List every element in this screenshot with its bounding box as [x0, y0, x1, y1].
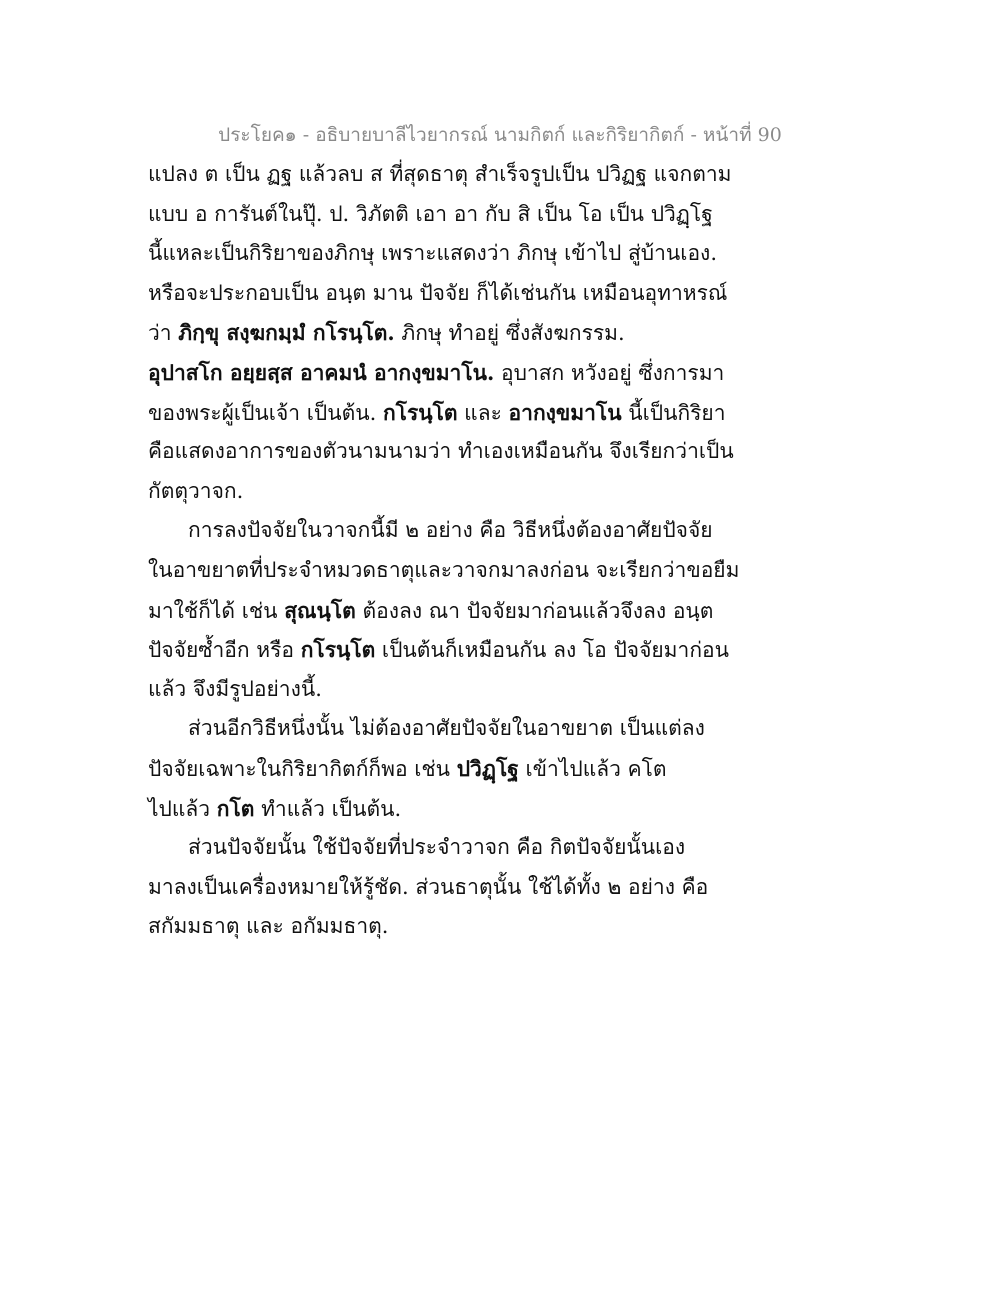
text-segment: ทำแล้ว เป็นต้น.	[254, 796, 402, 821]
text-segment: เข้าไปแล้ว คโต	[518, 756, 667, 781]
running-header-text: ประโยค๑ - อธิบายบาลีไวยากรณ์ นามกิตก์ และกิริยากิตก์ - หน้าที่ 90	[218, 124, 782, 146]
text-line	[148, 551, 868, 591]
text-line	[148, 472, 868, 512]
text-line	[148, 353, 868, 393]
text-segment: การลงปัจจัยในวาจกนี้มี ๒ อย่าง คือ วิธีหนึ่งต้องอาศัยปัจจัย	[188, 518, 713, 543]
pali-term: อากงฺขมาโน	[508, 399, 622, 425]
text-segment: ต้องลง ณา ปัจจัยมาก่อนแล้วจึงลง อนฺต	[355, 598, 714, 623]
body-text	[148, 155, 868, 947]
text-line	[148, 274, 868, 314]
text-segment: สกัมมธาตุ และ อกัมมธาตุ.	[148, 914, 389, 939]
text-segment: ปัจจัยซ้ำอีก หรือ	[148, 638, 301, 663]
pali-term: กโต	[216, 795, 255, 821]
text-segment: ปัจจัยเฉพาะในกิริยากิตก์ก็พอ เช่น	[148, 756, 457, 781]
text-line	[148, 195, 868, 235]
pali-term: กโรนฺโต	[300, 637, 376, 663]
text-line	[148, 709, 868, 749]
text-segment: เป็นต้นก็เหมือนกัน ลง โอ ปัจจัยมาก่อน	[375, 638, 729, 663]
text-segment: ในอาขยาตที่ประจำหมวดธาตุและวาจกมาลงก่อน จะเรียกว่าขอยืม	[148, 557, 740, 582]
text-line	[148, 630, 868, 670]
text-segment: แล้ว จึงมีรูปอย่างนี้.	[148, 676, 322, 701]
text-line	[148, 907, 868, 947]
pali-term: อุปาสโก อยฺยสฺส อาคมนํ อากงฺขมาโน.	[148, 359, 495, 385]
text-line	[148, 789, 868, 829]
pali-term: กโรนฺโต	[382, 399, 458, 425]
text-line	[148, 591, 868, 631]
text-line	[148, 234, 868, 274]
text-segment: มาลงเป็นเครื่องหมายให้รู้ชัด. ส่วนธาตุนั้น ใช้ได้ทั้ง ๒ อย่าง คือ	[148, 874, 709, 899]
text-segment: ส่วนปัจจัยนั้น ใช้ปัจจัยที่ประจำวาจก คือ กิตปัจจัยนั้นเอง	[188, 835, 686, 860]
text-line	[148, 868, 868, 908]
pali-term: สุณนฺโต	[284, 597, 356, 623]
text-line	[148, 511, 868, 551]
text-segment: กัตตุวาจก.	[148, 478, 244, 503]
text-segment: ของพระผู้เป็นเจ้า เป็นต้น.	[148, 400, 383, 425]
text-segment: หรือจะประกอบเป็น อนฺต มาน ปัจจัย ก็ได้เช่นกัน เหมือนอุทาหรณ์	[148, 280, 728, 305]
page-header	[0, 120, 1000, 150]
text-segment: และ	[457, 400, 509, 425]
pali-term: ปวิฏฺโฐ	[456, 755, 519, 781]
text-segment: แปลง ต เป็น ฏฐ แล้วลบ ส ที่สุดธาตุ สำเร็จรูปเป็น ปวิฏฐ แจกตาม	[148, 162, 732, 186]
text-segment: คือแสดงอาการของตัวนามนามว่า ทำเองเหมือนกัน จึงเรียกว่าเป็น	[148, 439, 734, 464]
pali-term: ภิกฺขุ สงฺฆกมฺมํ กโรนฺโต.	[178, 320, 395, 346]
text-segment: แบบ อ การันต์ในปุ๊. ป. วิภัตติ เอา อา กับ สิ เป็น โอ เป็น ปวิฏฺโฐ	[148, 201, 713, 226]
text-segment: นี้แหละเป็นกิริยาของภิกษุ เพราะแสดงว่า ภิกษุ เข้าไป สู่บ้านเอง.	[148, 241, 717, 266]
text-line	[148, 393, 868, 433]
text-segment: ว่า	[148, 321, 179, 346]
text-line	[148, 432, 868, 472]
text-line	[148, 670, 868, 710]
text-segment: นี้เป็นกิริยา	[621, 400, 726, 425]
text-line	[148, 313, 868, 353]
text-segment: อุบาสก หวังอยู่ ซึ่งการมา	[494, 360, 725, 385]
text-line	[148, 155, 868, 195]
text-segment: ไปแล้ว	[148, 796, 217, 821]
text-segment: มาใช้ก็ได้ เช่น	[148, 598, 285, 623]
text-segment: ส่วนอีกวิธีหนึ่งนั้น ไม่ต้องอาศัยปัจจัยในอาขยาต เป็นแต่ลง	[188, 716, 705, 741]
text-segment: ภิกษุ ทำอยู่ ซึ่งสังฆกรรม.	[394, 321, 625, 346]
text-line	[148, 828, 868, 868]
text-line	[148, 749, 868, 789]
